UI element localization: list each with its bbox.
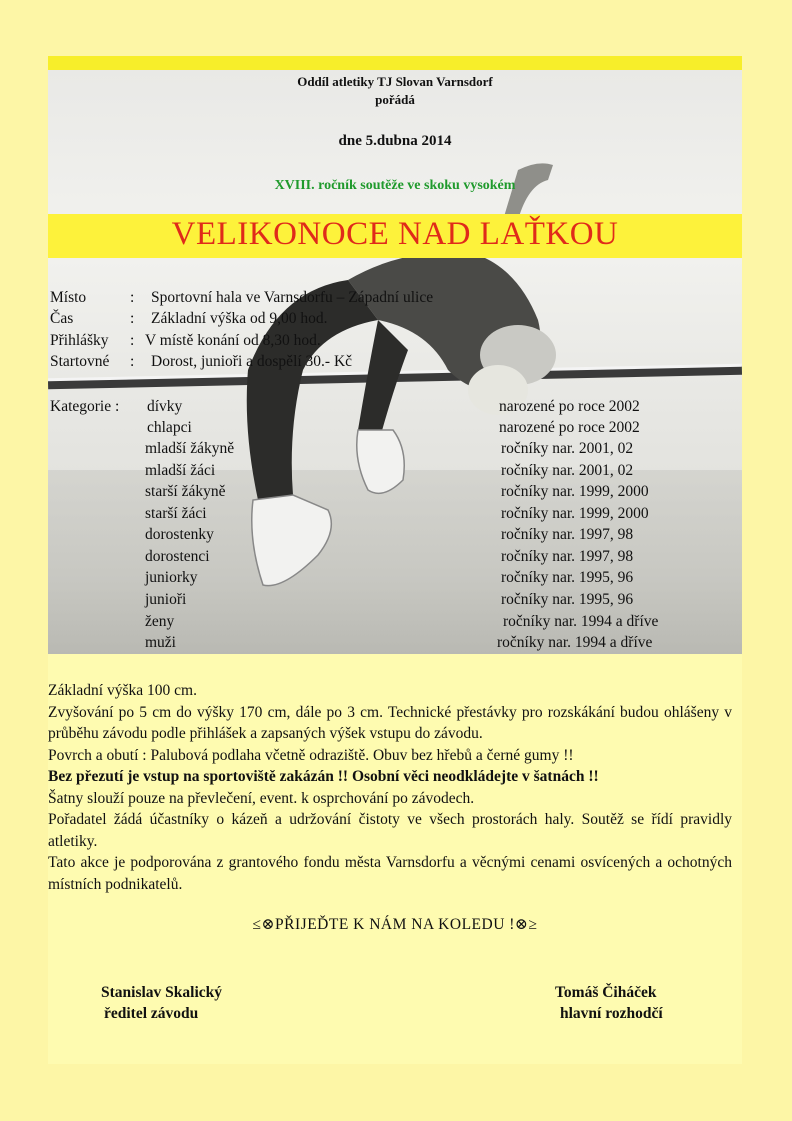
rules-base-height: Základní výška 100 cm. [48,682,197,699]
info-separator: : [130,310,135,327]
category-name: juniorky [145,569,198,586]
event-subtitle: XVIII. ročník soutěže ve skoku vysokém [274,178,516,193]
info-value: V místě konání od 8,30 hod. [145,332,321,349]
category-detail: ročníky nar. 1999, 2000 [501,505,649,522]
referee-name: Tomáš Čiháček [555,984,657,1001]
category-detail: ročníky nar. 1995, 96 [501,569,634,586]
category-detail: ročníky nar. 1994 a dříve [497,634,653,651]
organizer-line: Oddíl atletiky TJ Slovan Varnsdorf [297,74,493,89]
info-value: Základní výška od 9,00 hod. [151,310,328,327]
top-yellow-bar [48,56,742,70]
category-name: junioři [145,591,187,608]
info-label: Přihlášky [50,332,109,349]
category-name: dorostenky [145,526,214,543]
director-name: Stanislav Skalický [101,984,223,1001]
info-value: Dorost, junioři a dospělí 30.- Kč [151,353,353,370]
rules-shoes-warning: Bez přezutí je vstup na sportoviště zakázán !! Osobní věci neodkládejte v šatnách !! [48,768,599,785]
category-detail: narozené po roce 2002 [499,398,640,415]
organizes-line: pořádá [375,92,415,107]
rules-text [48,680,732,895]
info-label: Čas [50,310,74,327]
category-detail: ročníky nar. 1999, 2000 [501,483,649,500]
category-detail: ročníky nar. 1997, 98 [501,548,634,565]
category-name: mladší žáci [145,462,216,479]
rules-surface: Povrch a obutí : Palubová podlaha včetně odraziště. Obuv bez hřebů a černé gumy !! [48,746,574,764]
rules-discipline: Pořadatel žádá účastníky o kázeň a udržování čistoty ve všech prostorách haly. Soutěž se řídí pravidly atletiky. [48,811,732,850]
info-value: Sportovní hala ve Varnsdorfu – Západní ulice [151,289,434,306]
category-name: dorostenci [145,548,210,565]
category-name: starší žáci [145,505,207,522]
referee-role: hlavní rozhodčí [560,1005,663,1022]
rules-changing-rooms: Šatny slouží pouze na převlečení, event. k osprchování po závodech. [48,789,475,807]
info-label: Startovné [50,353,110,370]
category-name: ženy [145,613,175,630]
category-name: dívky [147,398,183,415]
director-role: ředitel závodu [104,1005,199,1022]
rules-increments: Zvyšování po 5 cm do výšky 170 cm, dále po 3 cm. Technické přestávky pro rozskákání budou ohlášeny v průběhu závodu podle přihlášek a zapsaných výšek vstupu do závodu. [48,703,732,742]
info-separator: : [130,332,135,349]
category-detail: narozené po roce 2002 [499,419,640,436]
event-title: VELIKONOCE NAD LAŤKOU [171,216,619,252]
rules-sponsors: Tato akce je podporována z grantového fondu města Varnsdorfu a věcnými cenami osvícených a ochotných místních podnikatelů. [48,854,732,893]
category-detail: ročníky nar. 1994 a dříve [503,613,659,630]
category-detail: ročníky nar. 1997, 98 [501,526,634,543]
category-name: mladší žákyně [145,440,235,457]
info-separator: : [130,353,135,370]
category-detail: ročníky nar. 2001, 02 [501,462,634,479]
slogan: ≤⊗PŘIJEĎTE K NÁM NA KOLEDU !⊗≥ [252,916,538,933]
category-detail: ročníky nar. 1995, 96 [501,591,634,608]
category-name: chlapci [147,419,192,436]
info-separator: : [130,289,135,306]
category-name: muži [145,634,176,651]
info-label: Místo [50,289,87,306]
event-date: dne 5.dubna 2014 [338,133,452,149]
categories-label: Kategorie : [50,398,120,415]
category-detail: ročníky nar. 2001, 02 [501,440,634,457]
category-name: starší žákyně [145,483,226,500]
